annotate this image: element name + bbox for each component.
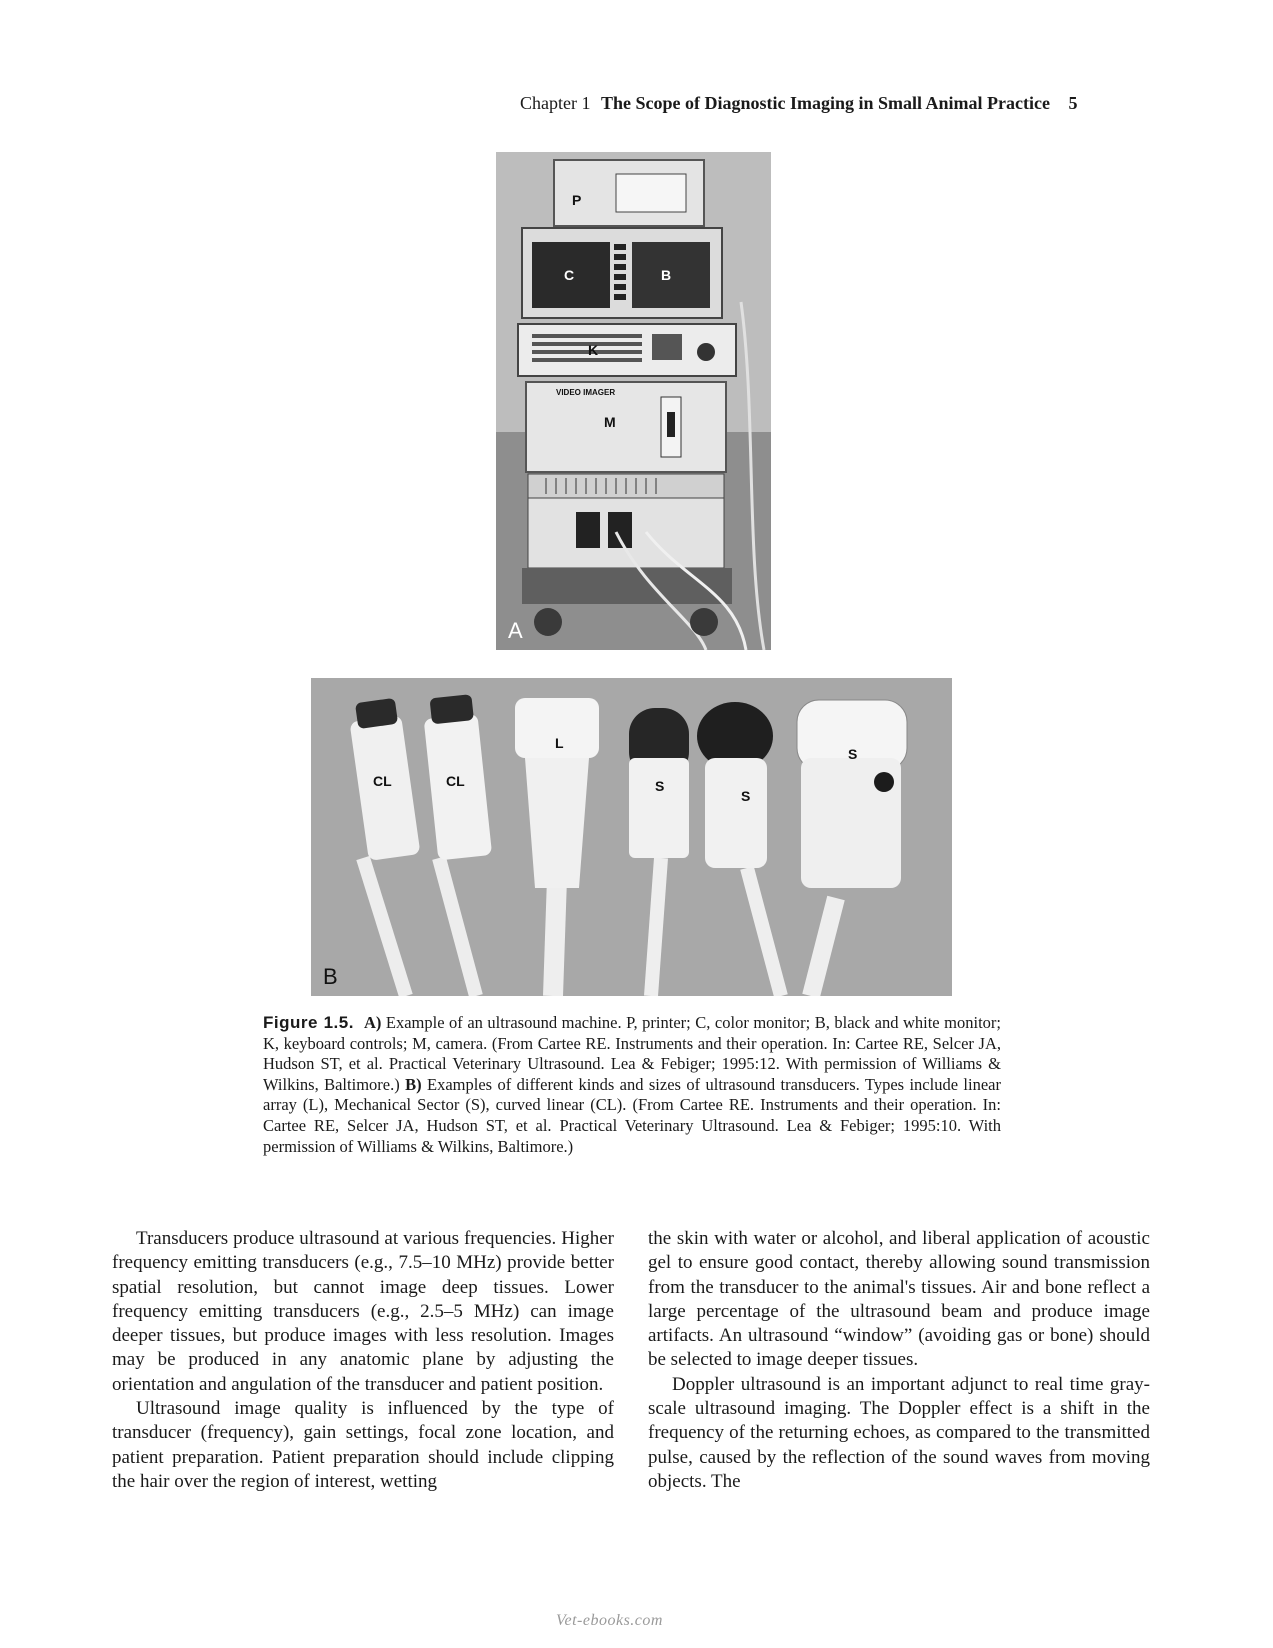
body-column-left — [112, 1227, 614, 1494]
paragraph: Doppler ultrasound is an important adjunct to real time gray-scale ultrasound imaging. The Doppler effect is a shift in the frequency of the returning echoes, as compared to the transmitted pulse, caused by the reflection of the sound waves from moving objects. The — [648, 1373, 1150, 1492]
paragraph: the skin with water or alcohol, and liberal application of acoustic gel to ensure good contact, thereby allowing sound transmission from the transducer to the animal's tissues. Air and bone reflect a large percentage of the ultrasound beam and produce image artifacts. An ultrasound “window” (avoiding gas or bone) should be selected to image deeper tissues. — [648, 1228, 1150, 1371]
probe-label-s-3: S — [848, 746, 858, 762]
color-monitor-marker: C — [564, 267, 575, 283]
figure-b-transducers-photo — [311, 678, 952, 996]
keyboard-marker: K — [588, 342, 599, 358]
watermark: Vet-ebooks.com — [556, 1612, 663, 1629]
probe-label-cl-2: CL — [446, 773, 465, 789]
caption-text-a: Example of an ultrasound machine. P, printer; C, color monitor; B, black and white monitor; K, keyboard controls; M, camera. (From Cartee RE. Instruments and their operation. In: Cartee RE, Selcer JA, Hudson ST, et al. Practical Veterinary Ultrasound. Lea & Febiger; 1995:12. With permission of Williams & Wilkins, Baltimore.) — [263, 1013, 1001, 1094]
caption-part-a: A) — [363, 1013, 382, 1032]
probe-label-cl-1: CL — [373, 773, 392, 789]
printer-marker: P — [572, 192, 582, 208]
camera-marker: M — [604, 414, 616, 430]
running-head — [520, 93, 1158, 114]
ultrasound-machine-illustration — [496, 152, 771, 650]
panel-label-a: A — [508, 618, 523, 643]
paragraph: Transducers produce ultrasound at various frequencies. Higher frequency emitting transducers (e.g., 7.5–10 MHz) provide better spatial resolution, but cannot image deep tissues. Lower frequency emitting transducers (e.g., 2.5–5 MHz) can image deeper tissues, but produce images with less resolution. Images may be produced in any anatomic plane by adjusting the orientation and angulation of the transducer and patient position. — [112, 1228, 614, 1395]
page-number: 5 — [1068, 93, 1078, 113]
chapter-title: The Scope of Diagnostic Imaging in Small Animal Practice — [600, 93, 1050, 113]
figure-a-ultrasound-machine-photo — [496, 152, 771, 650]
chapter-label: Chapter 1 — [520, 93, 591, 113]
body-column-right — [648, 1227, 1150, 1494]
bw-monitor-marker: B — [661, 267, 672, 283]
panel-label-b: B — [323, 964, 338, 989]
video-imager-text: VIDEO IMAGER — [556, 388, 616, 397]
figure-caption — [263, 1013, 1001, 1157]
paragraph: Ultrasound image quality is influenced by the type of transducer (frequency), gain settings, focal zone location, and patient preparation. Patient preparation should include clipping the hair over the region of interest, wetting — [112, 1398, 614, 1492]
caption-text-b: Examples of different kinds and sizes of ultrasound transducers. Types include linear array (L), Mechanical Sector (S), curved linear (CL). (From Cartee RE. Instruments and their operation. In: Cartee RE, Selcer JA, Hudson ST, et al. Practical Veterinary Ultrasound. Lea & Febiger; 1995:10. With permission of Williams & Wilkins, Baltimore.) — [263, 1074, 1001, 1156]
probe-label-l: L — [555, 735, 564, 751]
probe-label-s-1: S — [655, 778, 665, 794]
transducers-illustration — [311, 678, 952, 996]
caption-part-b: B) — [405, 1074, 422, 1094]
probe-label-s-2: S — [741, 788, 751, 804]
figure-label: Figure 1.5. — [263, 1013, 354, 1032]
